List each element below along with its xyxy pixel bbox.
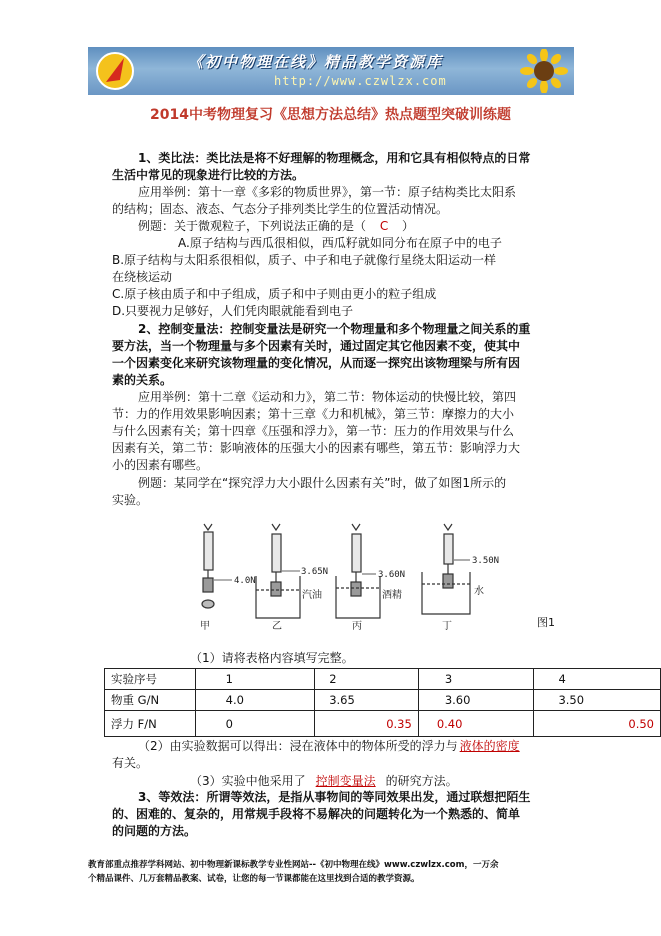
table-row-label: 浮力 F/N [105, 711, 196, 737]
question-3-prefix: （3）实验中他采用了 [190, 774, 306, 788]
spring-scale-yi [256, 524, 300, 618]
spring-scale-bing [336, 524, 380, 618]
s3-heading-line1: 3、等效法：所谓等效法，是指从事物间的等同效果出发，通过联想把陌生 [138, 790, 531, 804]
s3-heading-line3: 的问题的方法。 [112, 824, 197, 838]
s2-heading-line2: 要方法，当一个物理量与多个因素有关时，通过固定其它他因素不变，使其中 [112, 339, 521, 353]
table-header-cell: 4 [534, 669, 661, 690]
s2-heading-line1: 2、控制变量法：控制变量法是研究一个物理量和多个物理量之间关系的重 [138, 322, 531, 336]
s1-heading-line2: 生活中常见的现象进行比较的方法。 [112, 168, 305, 182]
data-table [104, 668, 661, 737]
spring-scale-ding [422, 524, 470, 614]
table-cell-answer: 0.40 [418, 711, 534, 737]
s2-application-line3: 与什么因素有关；第十四章《压强和浮力》，第一节：压力的作用效果与什么 [112, 424, 515, 438]
footer-line1: 教育部重点推荐学科网站、初中物理新课标教学专业性网站--《初中物理在线》www.czwlzx.com，一万余 [88, 860, 499, 870]
figure-caption: 图1 [537, 616, 555, 629]
label-bing: 丙 [352, 621, 362, 632]
table-cell-answer: 0.50 [534, 711, 661, 737]
s1-option-b-line1: B.原子结构与太阳系很相似，质子、中子和电子就像行星绕太阳运动一样 [112, 253, 497, 267]
table-cell: 0 [195, 711, 315, 737]
table-cell-answer: 0.35 [315, 711, 419, 737]
question-3 [190, 773, 458, 790]
liquid-alcohol: 酒精 [382, 590, 402, 601]
s1-option-d: D.只要视力足够好，人们凭肉眼就能看到电子 [112, 304, 354, 318]
s2-heading-line4: 素的关系。 [112, 373, 173, 387]
question-2-prefix: （2）由实验数据可以得出：浸在液体中的物体所受的浮力与 [138, 739, 458, 753]
reading-yi: 3.65N [301, 567, 329, 577]
table-cell: 3.60 [418, 690, 534, 711]
s1-heading-line1: 1、类比法：类比法是将不好理解的物理概念，用和它具有相似特点的日常 [138, 151, 531, 165]
table-row [105, 711, 661, 737]
banner-title: 《初中物理在线》精品教学资源库 [188, 53, 444, 71]
s2-application-line5: 小的因素有哪些。 [112, 458, 209, 472]
question-2-answer: 液体的密度 [459, 739, 520, 753]
label-ding: 丁 [442, 621, 452, 632]
question-3-answer: 控制变量法 [315, 774, 376, 788]
s1-example [138, 218, 414, 235]
page-footer [88, 858, 578, 886]
question-1: （1）请将表格内容填写完整。 [190, 651, 354, 665]
table-row [105, 690, 661, 711]
s1-option-a: A.原子结构与西瓜很相似，西瓜籽就如同分布在原子中的电子 [178, 236, 502, 250]
question-2 [138, 738, 520, 755]
s2-application-line4: 因素有关，第二节：影响液体的压强大小的因素有哪些，第五节：影响浮力大 [112, 441, 521, 455]
table-header-cell: 实验序号 [105, 669, 196, 690]
liquid-water: 水 [474, 586, 484, 597]
reading-ding: 3.50N [472, 556, 500, 566]
footer-line2: 个精品课件、几万套精品教案、试卷，让您的每一节课都能在这里找到合适的教学资源。 [88, 874, 420, 884]
reading-jia: 4.0N [234, 576, 256, 586]
sunflower-icon [518, 49, 570, 93]
s1-example-prefix: 例题：关于微观粒子，下列说法正确的是（ [138, 219, 367, 233]
experiment-figure [190, 522, 530, 632]
s1-example-suffix: ） [402, 219, 415, 233]
label-yi: 乙 [272, 621, 282, 632]
table-row [105, 669, 661, 690]
spring-scale-jia [202, 524, 232, 608]
document-title: 2014中考物理复习《思想方法总结》热点题型突破训练题 [150, 107, 511, 123]
table-header-cell: 2 [315, 669, 419, 690]
table-row-label: 物重 G/N [105, 690, 196, 711]
s3-heading-line2: 的、困难的、复杂的，用常规手段将不易解决的问题转化为一个熟悉的、简单 [112, 807, 521, 821]
question-3-suffix: 的研究方法。 [385, 774, 458, 788]
s1-application-line1: 应用举例：第十一章《多彩的物质世界》，第一节：原子结构类比太阳系 [138, 185, 517, 199]
liquid-gasoline: 汽油 [302, 590, 322, 601]
table-cell: 3.65 [315, 690, 419, 711]
question-2-line2: 有关。 [112, 756, 149, 770]
s2-heading-line3: 一个因素变化来研究该物理量的变化情况，从而逐一探究出该物理梁与所有因 [112, 356, 521, 370]
table-cell: 3.50 [534, 690, 661, 711]
s2-example-line2: 实验。 [112, 493, 149, 507]
s2-example-line1: 例题：某同学在“探究浮力大小跟什么因素有关”时，做了如图1所示的 [138, 476, 507, 490]
s1-application-line2: 的结构；固态、液态、气态分子排列类比学生的位置活动情况。 [112, 202, 449, 216]
banner-url: http://www.czwlzx.com [274, 74, 447, 88]
table-header-cell: 1 [195, 669, 315, 690]
s1-option-b-line2: 在绕核运动 [112, 270, 173, 284]
reading-bing: 3.60N [378, 570, 406, 580]
s1-answer: C [379, 219, 389, 233]
s1-option-c: C.原子核由质子和中子组成，质子和中子则由更小的粒子组成 [112, 287, 437, 301]
table-cell: 4.0 [195, 690, 315, 711]
s2-application-line2: 节：力的作用效果影响因素；第十三章《力和机械》，第三节：摩擦力的大小 [112, 407, 515, 421]
label-jia: 甲 [200, 621, 210, 632]
site-logo-icon [94, 50, 136, 92]
table-header-cell: 3 [418, 669, 534, 690]
site-banner [88, 47, 574, 95]
s2-application-line1: 应用举例：第十二章《运动和力》，第二节：物体运动的快慢比较，第四 [138, 390, 517, 404]
